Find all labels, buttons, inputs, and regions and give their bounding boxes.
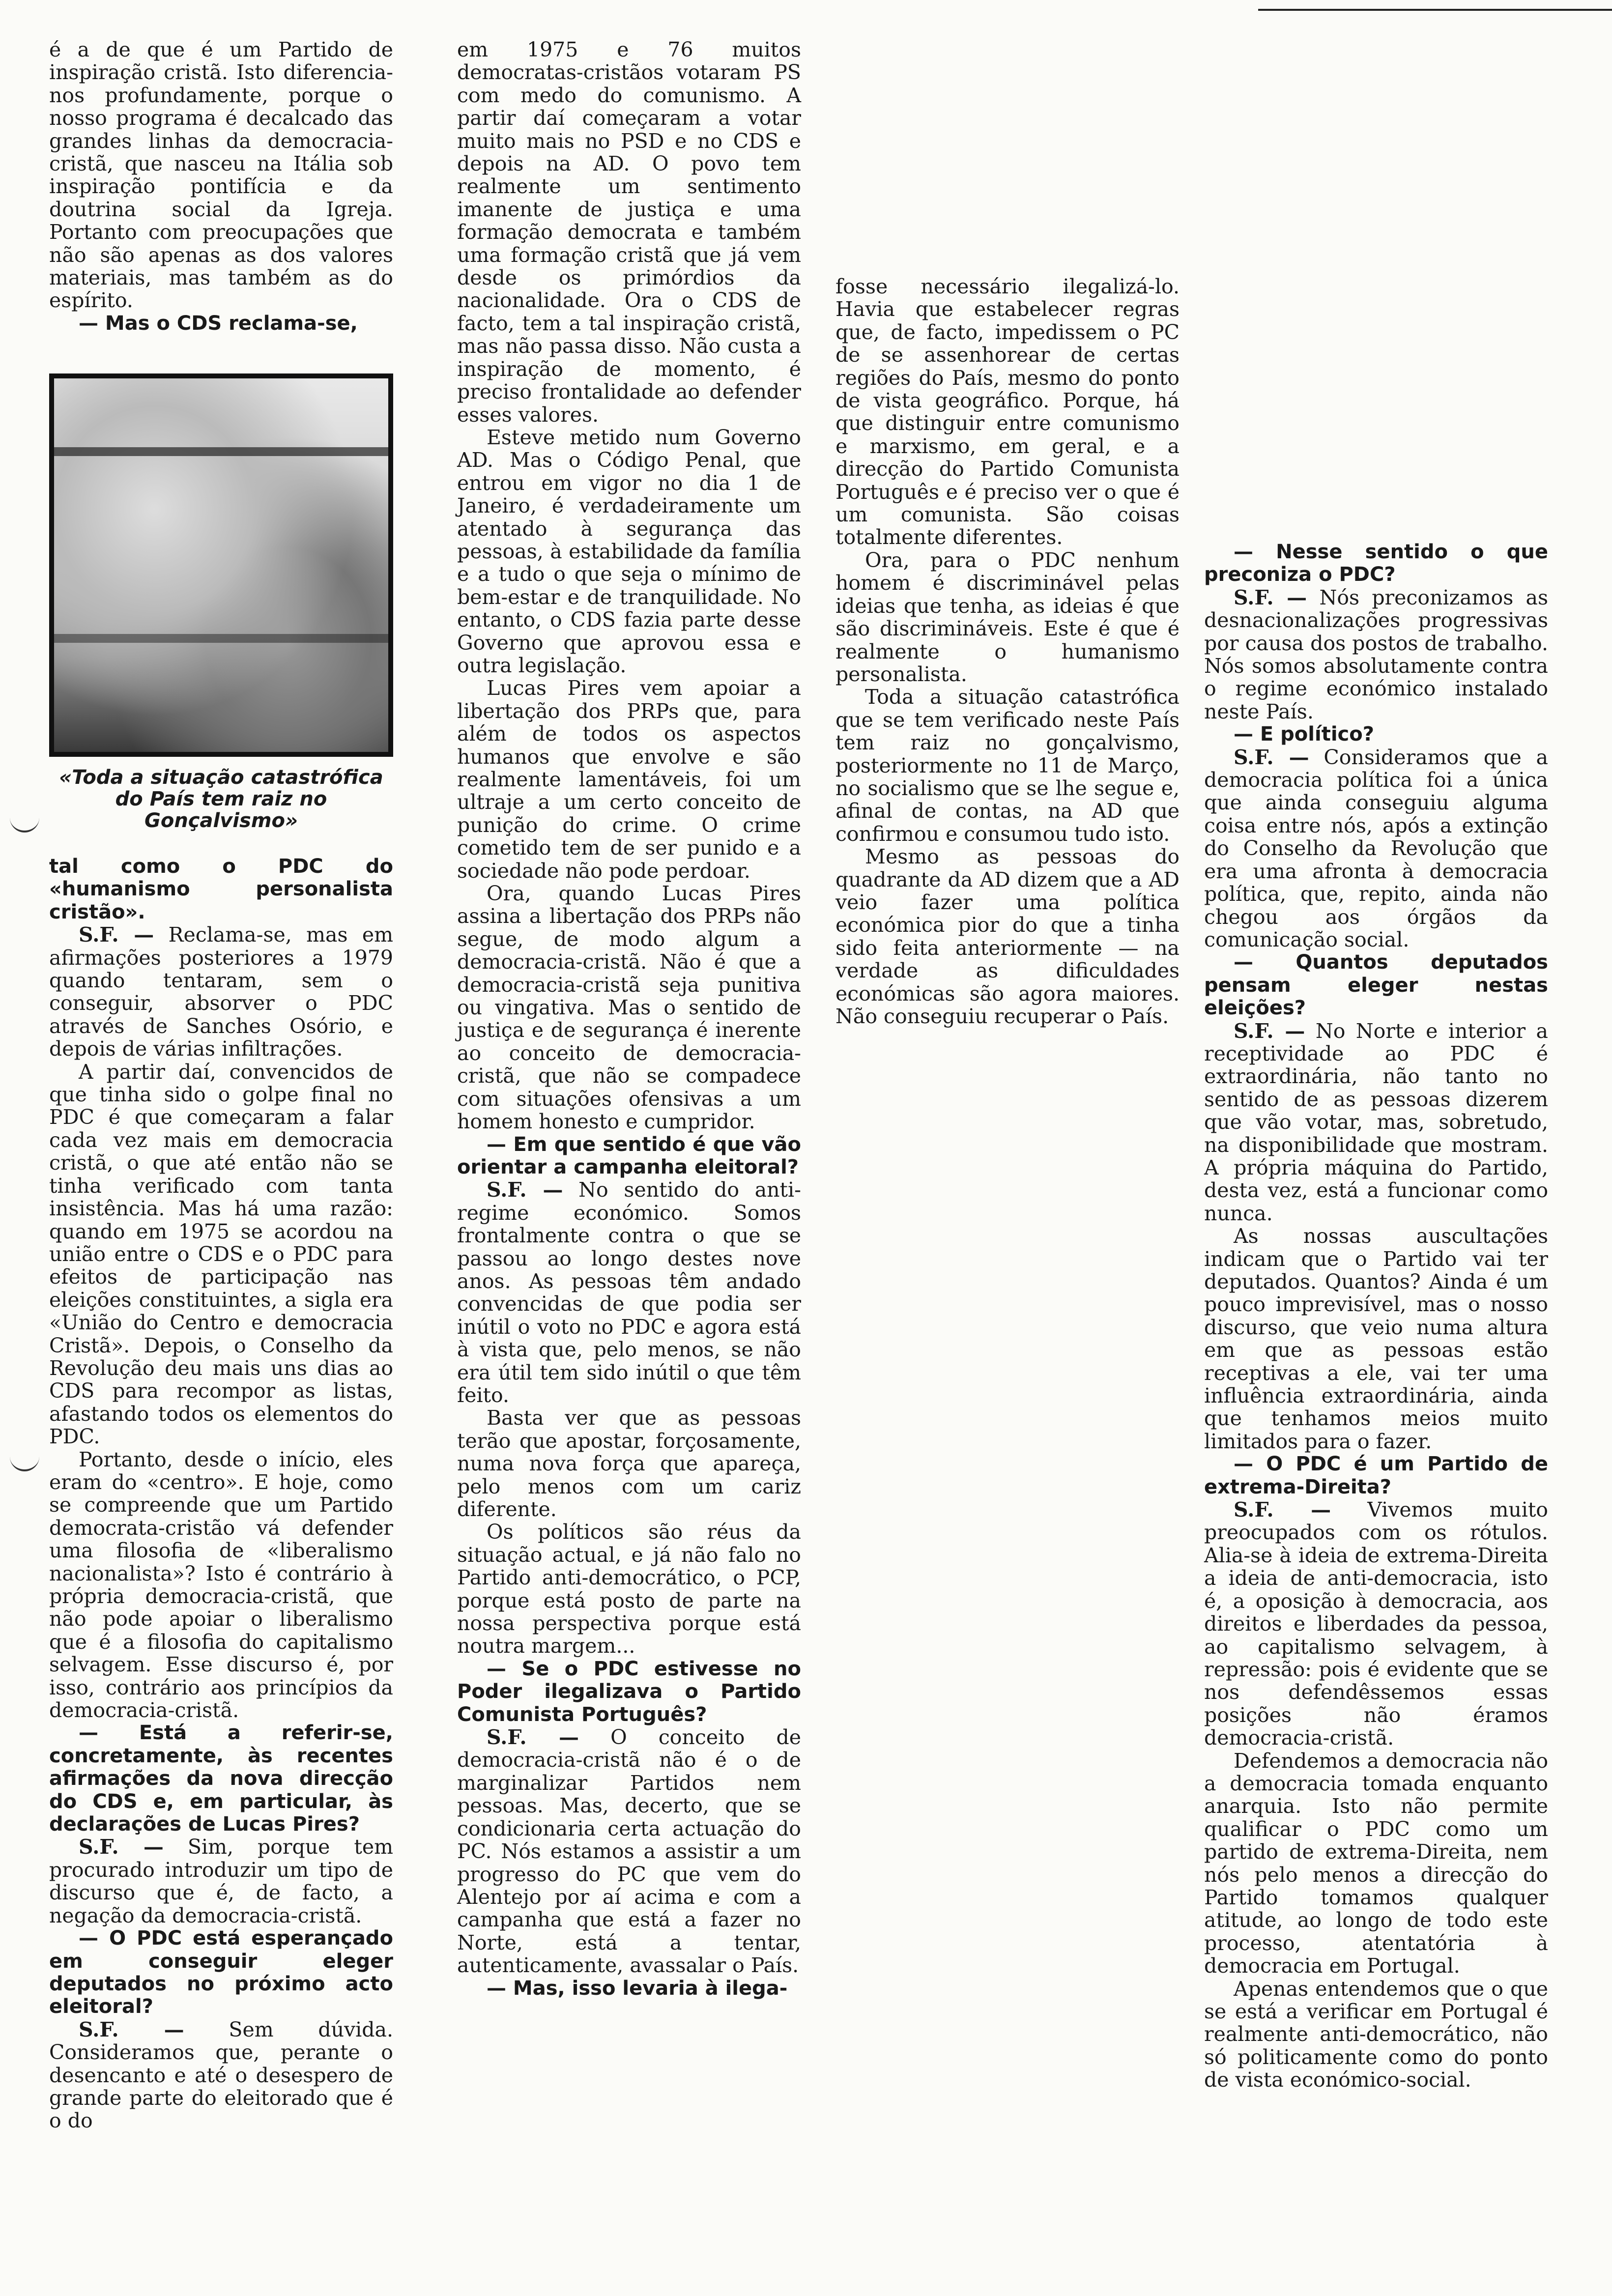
paragraph-text: — Está a referir-se, concretamente, às recentes afirmações da nova direcção do CDS e, em particular, às declarações de Lucas Pires? — [49, 1722, 393, 1836]
question-paragraph — [1204, 951, 1548, 1019]
answer-paragraph — [1204, 1498, 1548, 1749]
answer-paragraph — [49, 923, 393, 1060]
paragraph-text: em 1975 e 76 muitos democratas-cristãos votaram PS com medo do comunismo. A partir daí começaram a votar muito mais no PSD e no CDS e depois na AD. O povo tem realmente um sentimento imanente de justiça e uma formação democrata e também uma formação cristã que já vem desde os primórdios da nacionalidade. Ora o CDS de facto, tem a tal inspiração cristã, mas não passa disso. Não custa a inspiração de momento, é preciso frontalidade ao defender esses valores. — [457, 38, 801, 427]
paragraph-text: Toda a situação catastrófica que se tem verificado neste País tem raiz no gonçalvismo, posteriormente no 11 de Março, no socialismo que se lhe segue e, afinal de contas, na AD que confirmou e consumou tudo isto. — [835, 685, 1180, 846]
paragraph-text: Mesmo as pessoas do quadrante da AD dizem que a AD veio fazer uma política económica pior do que a tinha sido feita anteriormente — na verdade as dificuldades económicas são agora maiores. Não conseguiu recuperar o País. — [835, 845, 1180, 1028]
photo-caption: «Toda a situação catastrófica do País tem raiz no Gonçalvismo» — [59, 766, 383, 832]
margin-mark — [10, 816, 39, 832]
paragraph-text: Defendemos a democracia não a democracia tomada enquanto anarquia. Isto não permite qualificar o PDC como um partido de extrema-Direita, nem nós pelo menos a direcção do Partido tomamos qualquer atitude, ao longo de todo este processo, atentatória à democracia em Portugal. — [1204, 1749, 1548, 1978]
paragraph-text: Apenas entendemos que o que se está a verificar em Portugal é realmente anti-democrático, não só politicamente como do ponto de vista económico-social. — [1204, 1977, 1548, 2092]
paragraph-text: Portanto, desde o início, eles eram do «centro». E hoje, como se compreende que um Partido democrata-cristão vá defender uma filosofia de «liberalismo nacionalista»? Isto é contrário à própria democracia-cristã, que não pode apoiar o liberalismo que é a filosofia do capitalismo selvagem. Esse discurso é, por isso, contrário aos princípios da democracia-cristã. — [49, 1447, 393, 1722]
question-paragraph — [457, 1977, 801, 2000]
answer-paragraph — [1204, 746, 1548, 951]
body-paragraph — [1204, 1225, 1548, 1453]
paragraph-text: Ora, quando Lucas Pires assina a libertação dos PRPs não segue, de modo algum a democracia-cristã. Não é que a democracia-cristã seja punitiva ou vingativa. Mas o sentido de justiça e de segurança é inerente ao conceito de democracia-cristã, que não se compadece com situações ofensivas a um homem honesto e cumpridor. — [457, 882, 801, 1134]
paragraph-text: fosse necessário ilegalizá-lo. Havia que estabelecer regras que, de facto, impedissem o PC de se assenhorear de certas regiões do País, mesmo do ponto de vista geográfico. Porque, há que distinguir entre comunismo e marxismo, em geral, e a direcção do Partido Comunista Português e é preciso ver o que é um comunista. São coisas totalmente diferentes. — [835, 275, 1180, 549]
body-paragraph — [835, 549, 1180, 686]
question-paragraph — [457, 1133, 801, 1179]
speaker-label: S.F. — — [487, 1725, 579, 1750]
paragraph-text: As nossas auscultações indicam que o Partido vai ter deputados. Quantos? Ainda é um pouco imprevisível, mas o nosso discurso, que veio numa altura em que as pessoas estão receptivas a ele, vai ter uma influência extraordinária, ainda que tenhamos meios muito limitados para o fazer. — [1204, 1224, 1548, 1453]
paragraph-text: O conceito de democracia-cristã não é o de marginalizar Partidos nem pessoas. Mas, decerto, que se condicionaria certa actuação do PC. Nós estamos a assistir a um progresso do PC que vem do Alentejo por aí acima e com a campanha que está a fazer no Norte, está a tentar, autenticamente, avassalar o País. — [457, 1725, 801, 1978]
paragraph-text: — O PDC está esperançado em conseguir eleger deputados no próximo acto eleitoral? — [49, 1927, 393, 2018]
speaker-label: S.F. — — [1234, 585, 1307, 609]
body-paragraph — [457, 882, 801, 1133]
speaker-label: S.F. — — [1234, 745, 1309, 769]
paragraph-text: Os políticos são réus da situação actual, e já não falo no Partido anti-democrático, o PCP, porque está posto de parte na nossa perspectiva porque está noutra margem... — [457, 1520, 801, 1658]
body-paragraph — [49, 1061, 393, 1448]
answer-paragraph — [1204, 586, 1548, 723]
paragraph-text: — Mas, isso levaria à ilega- — [487, 1977, 788, 2000]
paragraph-text: Consideramos que a democracia política foi a única que ainda conseguiu alguma coisa entre nós, após a extinção do Conselho da Revolução que era uma afronta à democracia política, que, repito, ainda não chegou aos órgãos da comunicação social. — [1204, 745, 1548, 951]
question-paragraph — [49, 1722, 393, 1836]
column-1-bottom — [49, 855, 393, 2132]
answer-paragraph — [1204, 1020, 1548, 1225]
answer-paragraph — [49, 2018, 393, 2132]
body-paragraph — [457, 677, 801, 882]
paragraph-text: tal como o PDC do «humanismo personalista cristão». — [49, 855, 393, 923]
body-paragraph — [835, 686, 1180, 845]
body-paragraph — [835, 275, 1180, 549]
paragraph-text: é a de que é um Partido de inspiração cristã. Isto diferencia-nos profundamente, porque o nosso programa é decalcado das grandes linhas da democracia-cristã, que nasceu na Itália sob inspiração pontifícia e da doutrina social da Igreja. Portanto com preocupações que não são apenas as dos valores materiais, mas também as do espírito. — [49, 38, 393, 313]
column-4 — [1204, 541, 1548, 2092]
question-paragraph — [1204, 541, 1548, 586]
paragraph-text: Nós preconizamos as desnacionalizações progressivas por causa dos postos de trabalho. Nós somos absolutamente contra o regime económico instalado neste País. — [1204, 585, 1548, 723]
paragraph-text: Reclama-se, mas em afirmações posteriores a 1979 quando tentaram, sem o conseguir, absorver o PDC através de Sanches Osório, e depois de várias infiltrações. — [49, 923, 393, 1061]
top-rule — [1258, 9, 1612, 11]
body-paragraph — [457, 426, 801, 677]
paragraph-text: No sentido do anti-regime económico. Somos frontalmente contra o que se passou ao longo destes nove anos. As pessoas têm andado convencidas de que podia ser inútil o voto no PDC e agora está à vista que, pelo menos, se não era útil tem sido inútil o que têm feito. — [457, 1178, 801, 1407]
question-paragraph — [1204, 723, 1548, 746]
body-paragraph — [457, 1406, 801, 1521]
paragraph-text: Ora, para o PDC nenhum homem é discriminável pelas ideias que tenha, as ideias é que são discrimináveis. Este é que é realmente o humanismo personalista. — [835, 548, 1180, 686]
column-2 — [457, 38, 801, 2000]
question-paragraph — [49, 1927, 393, 2018]
paragraph-text: Vivemos muito preocupados com os rótulos. Alia-se à ideia de extrema-Direita a ideia de anti-democracia, isto é, a oposição à democracia, aos direitos e liberdades da pessoa, ao capitalismo selvagem, à repressão: pois é evidente que se nos defendêssemos essas posições não éramos democracia-cristã. — [1204, 1498, 1548, 1750]
question-paragraph — [1204, 1453, 1548, 1498]
column-3 — [835, 275, 1180, 1028]
speaker-label: S.F. — — [79, 1835, 164, 1859]
body-paragraph — [1204, 1978, 1548, 2092]
speaker-label: S.F. — — [1234, 1019, 1305, 1043]
speaker-label: S.F. — — [1234, 1498, 1331, 1522]
answer-paragraph — [49, 1836, 393, 1927]
paragraph-text: Sem dúvida. Consideramos que, perante o desencanto e até o desespero de grande parte do eleitorado que é o do — [49, 2017, 393, 2133]
body-paragraph — [1204, 1750, 1548, 1978]
speaker-label: S.F. — — [79, 2017, 184, 2041]
paragraph-text: Lucas Pires vem apoiar a libertação dos PRPs que, para além de todos os aspectos humanos que envolve e são realmente lamentáveis, foi um ultraje a um certo conceito de punição do crime. O crime cometido tem de ser punido e a sociedade não pode perdoar. — [457, 676, 801, 883]
margin-mark — [10, 1455, 39, 1471]
body-paragraph — [49, 38, 393, 312]
paragraph-text: Sim, porque tem procurado introduzir um tipo de discurso que é, de facto, a negação da democracia-cristã. — [49, 1835, 393, 1927]
body-paragraph — [457, 38, 801, 426]
speaker-label: S.F. — — [79, 923, 154, 947]
question-paragraph — [457, 1658, 801, 1726]
paragraph-text: No Norte e interior a receptividade ao PDC é extraordinária, não tanto no sentido de as pessoas dizerem que vão votar, mas, sobretudo, na disponibilidade que mostram. A própria máquina do Partido, desta vez, está a funcionar como nunca. — [1204, 1019, 1548, 1225]
answer-paragraph — [457, 1726, 801, 1977]
article-photo — [49, 373, 393, 757]
paragraph-text: Basta ver que as pessoas terão que apostar, forçosamente, numa nova força que apareça, pelo menos com um cariz diferente. — [457, 1406, 801, 1521]
paragraph-text: — Mas o CDS reclama-se, — [79, 312, 358, 335]
paragraph-text: — O PDC é um Partido de extrema-Direita? — [1204, 1453, 1548, 1498]
paragraph-text: — E político? — [1234, 723, 1374, 746]
body-paragraph — [457, 1521, 801, 1657]
paragraph-text: A partir daí, convencidos de que tinha sido o golpe final no PDC é que começaram a falar cada vez mais em democracia cristã, o que até então não se tinha verificado com tanta insistência. Mas há uma razão: quando em 1975 se acordou na união entre o CDS e o PDC para efeitos de participação nas eleições constituintes, a sigla era «União do Centro e democracia Cristã». Depois, o Conselho da Revolução deu mais uns dias ao CDS para recompor as listas, afastando todos os elementos do PDC. — [49, 1060, 393, 1449]
answer-paragraph — [457, 1178, 801, 1406]
paragraph-text: Esteve metido num Governo AD. Mas o Código Penal, que entrou em vigor no dia 1 de Janeiro, é verdadeiramente um atentado à segurança das pessoas, à estabilidade da família e a tudo o que seja o mínimo de bem-estar e de tranquilidade. No entanto, o CDS fazia parte desse Governo que aprovou essa e outra legislação. — [457, 425, 801, 677]
paragraph-text: — Nesse sentido o que preconiza o PDC? — [1204, 541, 1548, 586]
speaker-label: S.F. — — [487, 1178, 563, 1202]
paragraph-text: — Quantos deputados pensam eleger nestas eleições? — [1204, 951, 1548, 1020]
question-paragraph — [49, 855, 393, 923]
body-paragraph — [49, 1448, 393, 1722]
body-paragraph — [835, 845, 1180, 1028]
question-paragraph — [49, 312, 393, 335]
paragraph-text: — Se o PDC estivesse no Poder ilegalizava o Partido Comunista Português? — [457, 1657, 801, 1726]
column-1-top — [49, 38, 393, 335]
paragraph-text: — Em que sentido é que vão orientar a campanha eleitoral? — [457, 1133, 801, 1178]
